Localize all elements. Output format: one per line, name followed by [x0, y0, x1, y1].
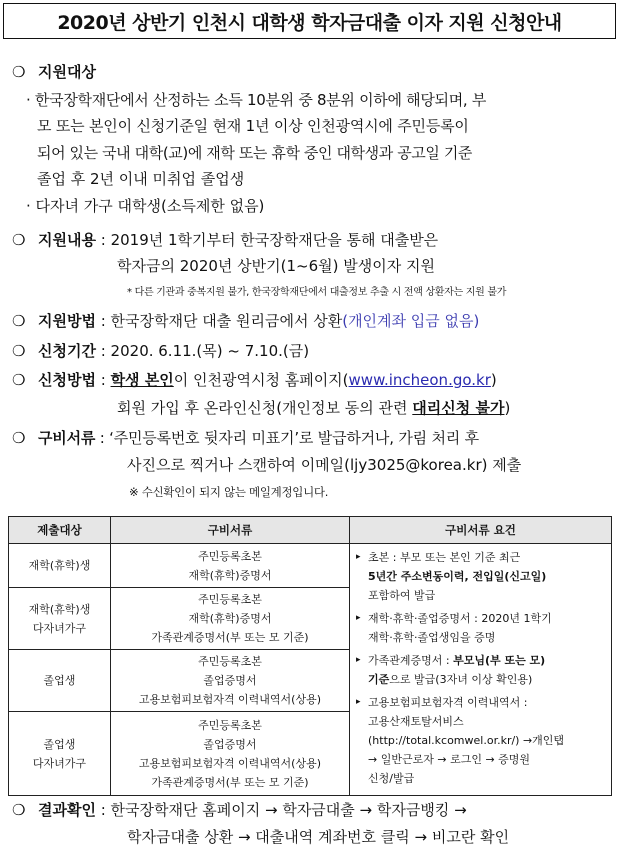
doc-item: 졸업증명서 [203, 737, 257, 751]
content-line1 [38, 230, 438, 250]
documents-label: 구비서류 [38, 429, 96, 447]
apply-line1 [38, 370, 497, 390]
content-separator: : [95, 231, 111, 249]
doc-item: 주민등록초본 [198, 593, 262, 606]
section-bullet-icon: ❍ [12, 342, 26, 360]
doc-item: 주민등록초본 [198, 718, 262, 732]
documents-table [8, 516, 612, 796]
content-text2: 학자금의 2020년 상반기(1~6월) 발생이자 지원 [117, 257, 435, 275]
apply-label: 신청방법 [38, 371, 96, 389]
section-bullet-icon: ❍ [12, 371, 26, 389]
req-text: (http://total.kcomwel.or.kr/) →개인탭 [368, 734, 565, 747]
eligibility-item1-line2: 모 또는 본인이 신청기준일 현재 1년 이상 인천광역시에 주민등록이 [37, 117, 469, 135]
req-text: 가족관계증명서 : [368, 654, 454, 667]
docs-cell [110, 588, 349, 650]
apply-proxy-warning: 대리신청 불가 [412, 399, 505, 417]
target-text: 졸업생 [43, 674, 76, 687]
content-note: * 다른 기관과 중복지원 불가, 한국장학재단에서 대출정보 추출 시 전액 상환자는 지원 불가 [127, 287, 507, 298]
section-bullet-icon: ❍ [12, 231, 26, 249]
target-cell [9, 588, 111, 650]
requirement-item [356, 651, 605, 689]
eligibility-label: 지원대상 [38, 63, 96, 81]
documents-line1 [38, 428, 479, 448]
eligibility-item2: · 다자녀 가구 대학생(소득제한 없음) [26, 197, 265, 215]
method-line [38, 311, 479, 331]
documents-text2: 사진으로 찍거나 스캔하여 이메일(ljy3025@korea.kr) 제출 [127, 456, 522, 474]
target-text: 재학(휴학)생 [28, 559, 91, 572]
method-highlight: (개인계좌 입금 없음) [342, 312, 480, 330]
incheon-url-link[interactable]: www.incheon.go.kr [348, 371, 491, 389]
doc-item: 재학(휴학)증명서 [188, 568, 272, 582]
req-text: 5년간 주소변동이력, 전입일(신고일) [368, 570, 547, 583]
req-text: 고용산재토탈서비스 [368, 715, 464, 728]
target-cell [9, 544, 111, 588]
apply-paren-close2: ) [504, 399, 511, 417]
doc-item: 고용보험피보험자격 이력내역서(상용) [138, 756, 322, 770]
target-text: 다자녀가구 [32, 756, 87, 770]
req-text: 기준 [368, 673, 390, 686]
apply-separator: : [95, 371, 111, 389]
apply-text: 이 인천광역시청 홈페이지( [173, 371, 349, 389]
period-label: 신청기간 [38, 342, 96, 360]
target-text: 재학(휴학)생 [28, 602, 91, 616]
result-text1: : 한국장학재단 홈페이지 → 학자금대출 → 학자금뱅킹 → [95, 801, 467, 819]
content-label: 지원내용 [38, 231, 96, 249]
req-text: 부모님(부 또는 모) [453, 654, 546, 667]
table-header-docs: 구비서류 [110, 517, 349, 544]
content-text1: 2019년 1학기부터 한국장학재단을 통해 대출받은 [110, 231, 439, 249]
req-text: 재학·휴학·졸업증명서 : 2020년 1학기 [368, 612, 552, 625]
eligibility-item1-line4: 졸업 후 2년 이내 미취업 졸업생 [37, 170, 245, 188]
apply-text2: 회원 가입 후 온라인신청(개인정보 동의 관련 [117, 399, 413, 417]
req-text: 신청/발급 [368, 772, 415, 785]
period-text: : 2020. 6.11.(목) ~ 7.10.(금) [95, 342, 310, 360]
section-bullet-icon: ❍ [12, 312, 26, 330]
req-text: 고용보험피보험자격 이력내역서 : [368, 696, 528, 709]
req-text: 재학·휴학·졸업생임을 증명 [368, 631, 496, 644]
table-row [9, 544, 612, 588]
section-bullet-icon: ❍ [12, 801, 26, 819]
table-header-requirements: 구비서류 요건 [350, 517, 612, 544]
docs-cell [110, 712, 349, 796]
req-text: 으로 발급(3자녀 이상 확인용) [389, 673, 533, 686]
req-text: 초본 : 부모 또는 본인 기준 최근 [368, 551, 521, 564]
result-line1 [38, 800, 467, 820]
result-label: 결과확인 [38, 801, 96, 819]
eligibility-item1-line3: 되어 있는 국내 대학(교)에 재학 또는 휴학 중인 대학생과 공고일 기준 [37, 144, 473, 162]
doc-item: 재학(휴학)증명서 [188, 612, 272, 625]
apply-paren-close: ) [490, 371, 497, 389]
eligibility-item1-line1: · 한국장학재단에서 산정하는 소득 10분위 중 8분위 이하에 해당되며, 부 [26, 91, 487, 109]
doc-item: 고용보험피보험자격 이력내역서(상용) [138, 693, 322, 706]
requirements-cell [350, 544, 612, 796]
table-header-row [9, 517, 612, 544]
result-text2: 학자금대출 상환 → 대출내역 계좌번호 클릭 → 비고란 확인 [127, 828, 510, 846]
requirement-item [356, 693, 605, 788]
target-cell [9, 650, 111, 712]
page-title: 2020년 상반기 인천시 대학생 학자금대출 이자 지원 신청안내 [3, 3, 616, 39]
period-line [38, 341, 309, 361]
target-cell [9, 712, 111, 796]
doc-item: 주민등록초본 [198, 655, 262, 668]
documents-text1: : ‘주민등록번호 뒷자리 미표기’로 발급하거나, 가림 처리 후 [95, 429, 479, 447]
docs-cell [110, 650, 349, 712]
doc-item: 주민등록초본 [198, 549, 262, 563]
table-header-target: 제출대상 [9, 517, 111, 544]
section-bullet-icon: ❍ [12, 429, 26, 447]
method-label: 지원방법 [38, 312, 96, 330]
apply-line2 [117, 398, 510, 418]
req-text: → 일반근로자 → 로그인 → 증명원 [368, 753, 531, 766]
doc-item: 가족관계증명서(부 또는 모 기준) [151, 631, 309, 644]
docs-cell [110, 544, 349, 588]
req-text: 포함하여 발급 [368, 589, 436, 602]
target-text: 졸업생 [43, 737, 76, 751]
section-bullet-icon: ❍ [12, 63, 26, 81]
apply-who: 학생 본인 [110, 371, 174, 389]
documents-note: ※ 수신확인이 되지 않는 메일계정입니다. [129, 485, 329, 499]
requirement-item [356, 548, 605, 605]
method-text: : 한국장학재단 대출 원리금에서 상환 [95, 312, 343, 330]
requirement-item [356, 609, 605, 647]
target-text: 다자녀가구 [32, 621, 87, 635]
doc-item: 졸업증명서 [203, 674, 257, 687]
doc-item: 가족관계증명서(부 또는 모 기준) [151, 775, 309, 789]
